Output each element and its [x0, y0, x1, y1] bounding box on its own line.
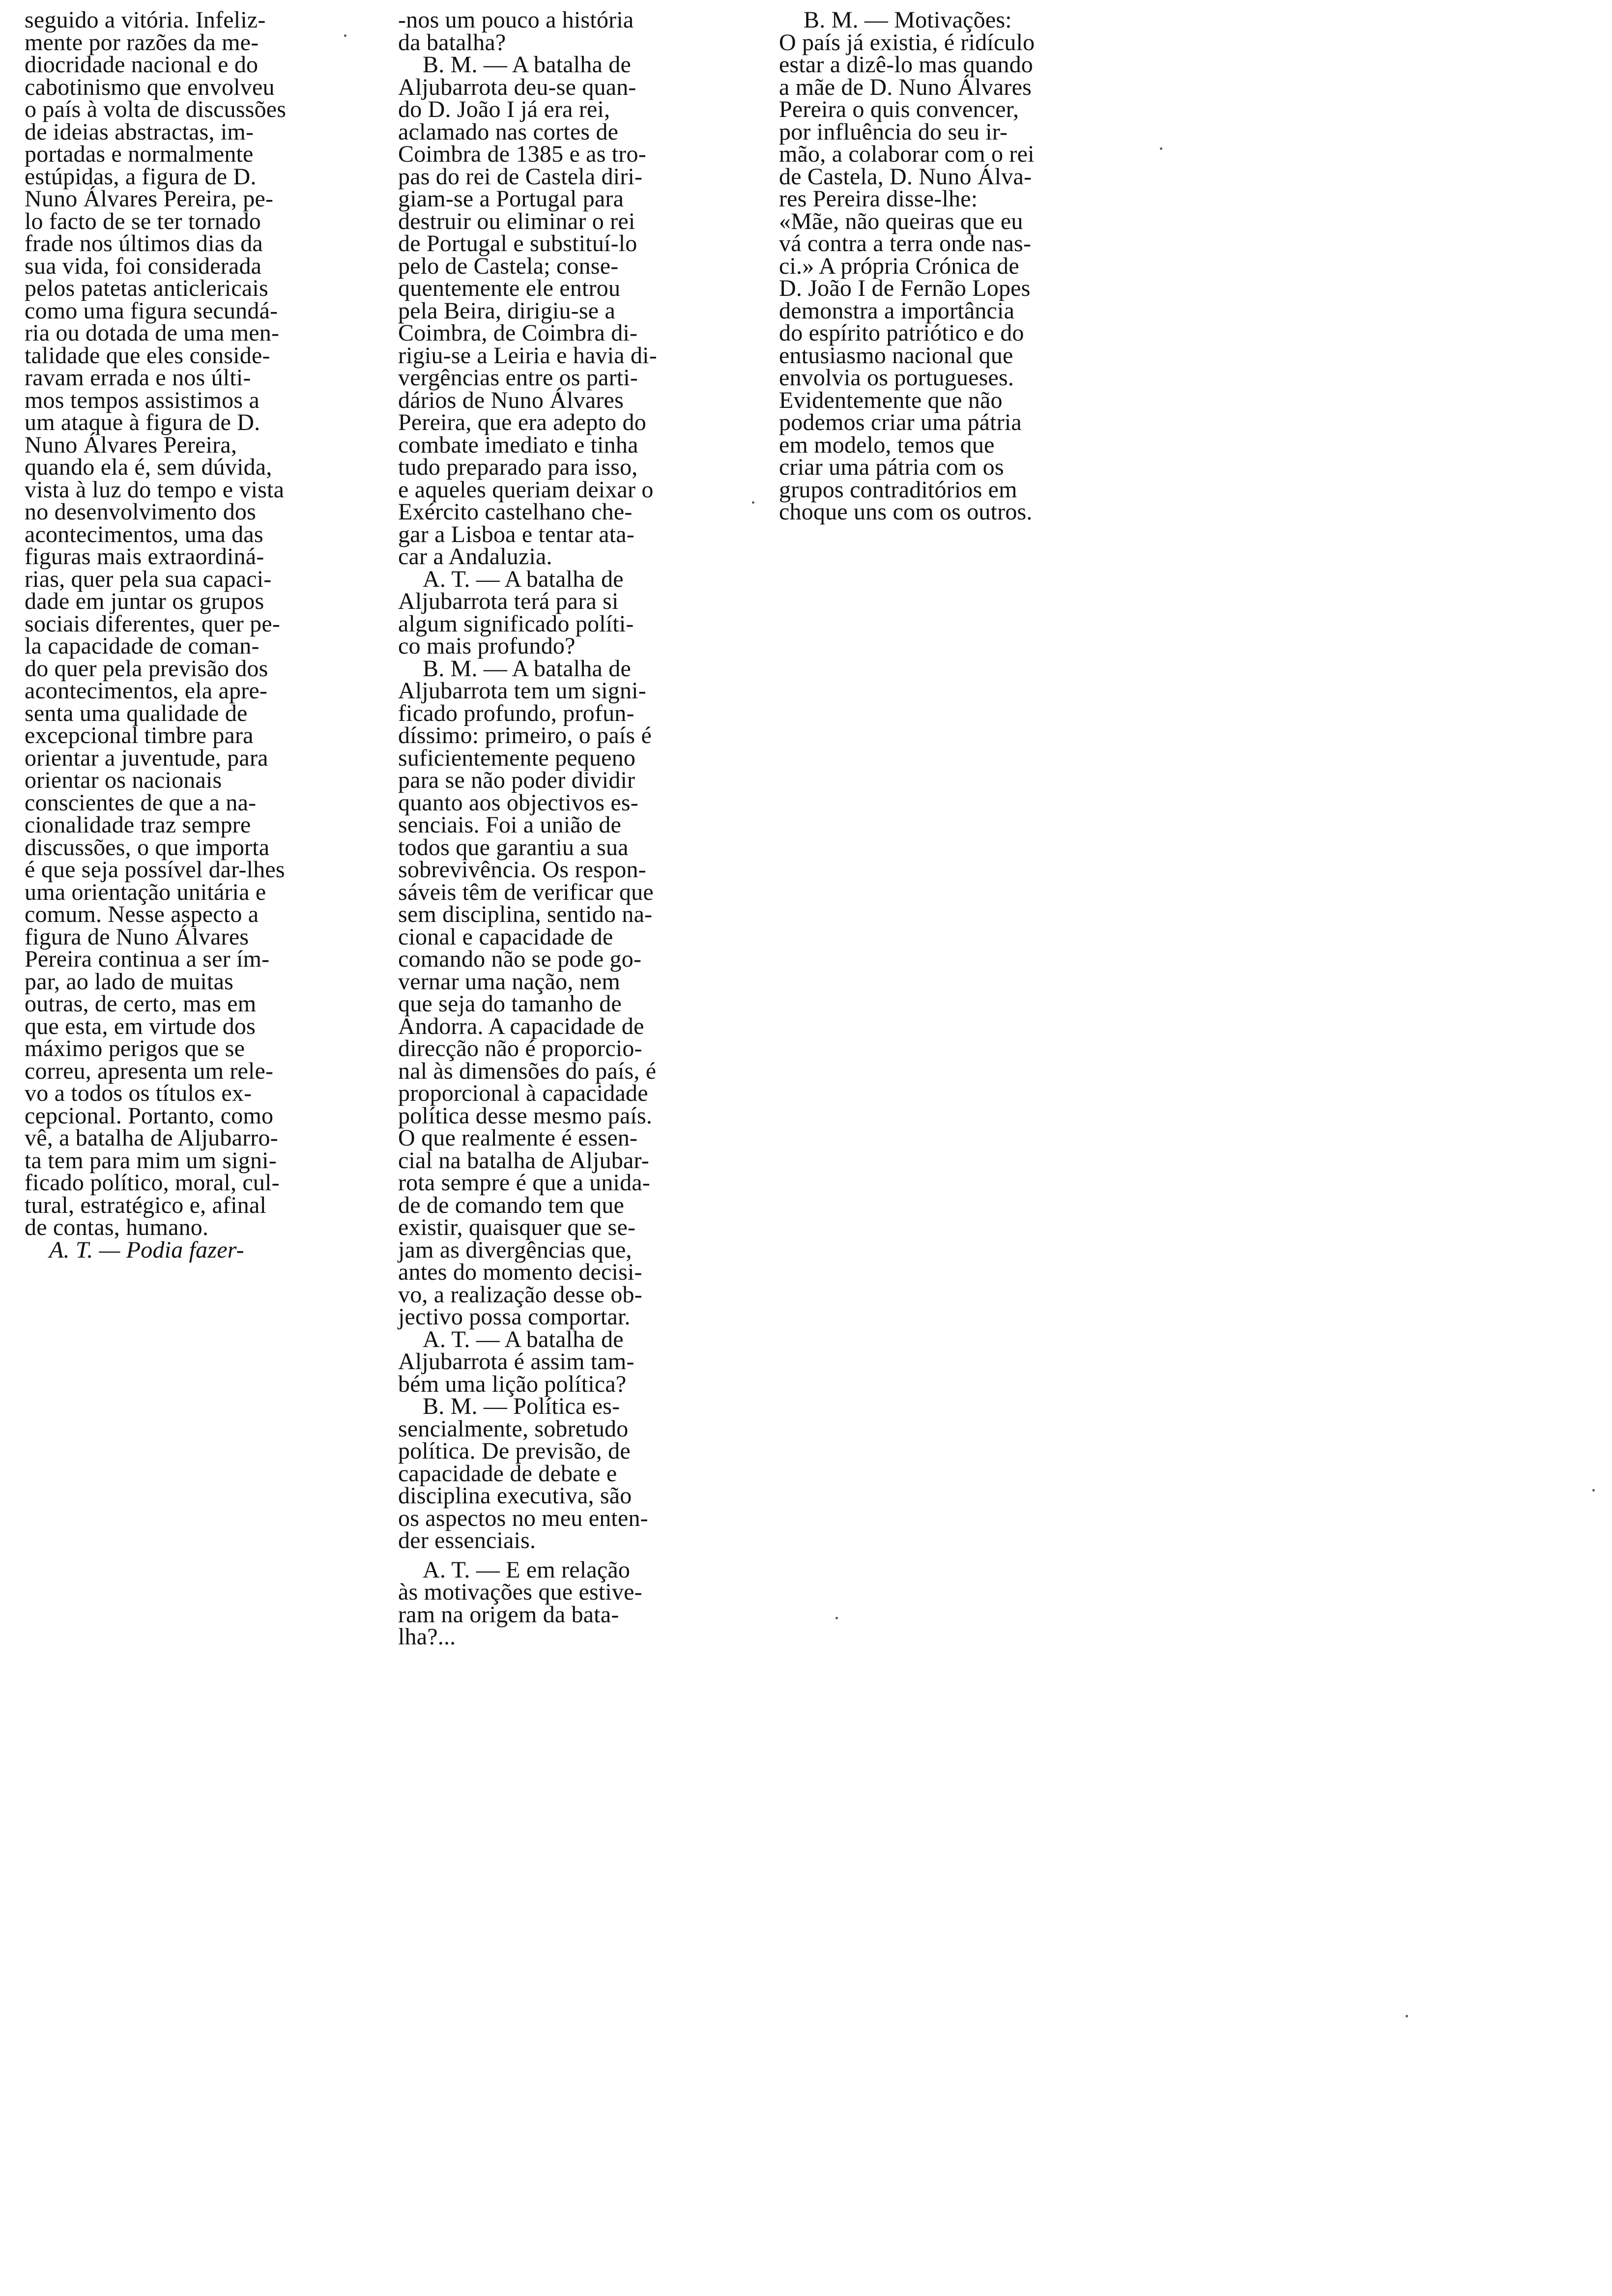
text-line: criar uma pátria com os — [779, 454, 1004, 480]
text-line: Evidentemente que não — [779, 387, 1003, 413]
text-line: Andorra. A capacidade de — [398, 1013, 644, 1039]
text-line: ficado profundo, profun- — [398, 700, 634, 726]
text-line: disciplina executiva, são — [398, 1483, 632, 1509]
text-line: jam as divergências que, — [398, 1236, 632, 1263]
text-line: Nuno Álvares Pereira, pe- — [25, 186, 274, 212]
scan-speck — [752, 501, 754, 504]
text-line: Coimbra de 1385 e as tro- — [398, 141, 646, 167]
speaker-line: B. M. — A batalha de — [423, 655, 631, 682]
speaker-line: B. M. — A batalha de — [423, 52, 631, 78]
text-line: dários de Nuno Álvares — [398, 387, 624, 413]
text-line: do espírito patriótico e do — [779, 320, 1024, 346]
speaker-line: B. M. — Motivações: — [804, 7, 1012, 33]
text-line: quanto aos objectivos es- — [398, 789, 638, 816]
text-line: do D. João I já era rei, — [398, 96, 610, 122]
text-line: cabotinismo que envolveu — [25, 74, 275, 100]
text-line: bém uma lição política? — [398, 1371, 627, 1397]
text-line: um ataque à figura de D. — [25, 409, 260, 435]
text-line: a mãe de D. Nuno Álvares — [779, 74, 1032, 100]
text-line: é que seja possível dar-lhes — [25, 857, 285, 883]
text-line: «Mãe, não queiras que eu — [779, 208, 1023, 234]
text-line: de contas, humano. — [25, 1214, 209, 1240]
text-line: diocridade nacional e do — [25, 52, 259, 78]
text-line: ficado político, moral, cul- — [25, 1170, 280, 1196]
speaker-line: B. M. — Política es- — [423, 1393, 620, 1419]
text-line: estar a dizê-lo mas quando — [779, 52, 1034, 78]
text-line: podemos criar uma pátria — [779, 409, 1022, 435]
text-line: de ideias abstractas, im- — [25, 118, 254, 145]
text-line: Nuno Álvares Pereira, — [25, 431, 237, 458]
text-line: direcção não é proporcio- — [398, 1035, 642, 1062]
text-line: nal às dimensões do país, é — [398, 1058, 657, 1084]
text-line: lha?... — [398, 1624, 456, 1650]
text-line: la capacidade de coman- — [25, 633, 259, 659]
scan-speck — [1406, 2015, 1408, 2017]
text-line: aclamado nas cortes de — [398, 118, 619, 145]
text-line: pela Beira, dirigiu-se a — [398, 297, 615, 324]
text-line: comando não se pode go- — [398, 946, 642, 972]
text-line: às motivações que estive- — [398, 1579, 642, 1605]
text-line: entusiasmo nacional que — [779, 342, 1013, 369]
text-line: frade nos últimos dias da — [25, 230, 263, 257]
text-line: sua vida, foi considerada — [25, 253, 262, 279]
text-line: todos que garantiu a sua — [398, 834, 629, 861]
text-line: cionalidade traz sempre — [25, 812, 251, 838]
text-line: tural, estratégico e, afinal — [25, 1192, 267, 1218]
text-line: Pereira, que era adepto do — [398, 409, 646, 435]
text-line: vá contra a terra onde nas- — [779, 230, 1032, 257]
text-line: uma orientação unitária e — [25, 879, 266, 905]
text-line: para se não poder dividir — [398, 767, 635, 793]
text-line: O país já existia, é ridículo — [779, 29, 1035, 56]
text-line: da batalha? — [398, 29, 506, 56]
text-line: ravam errada e nos últi- — [25, 365, 251, 391]
text-line: quando ela é, sem dúvida, — [25, 454, 272, 480]
text-line: que seja do tamanho de — [398, 991, 622, 1017]
text-line: política. De previsão, de — [398, 1438, 631, 1464]
text-line: no desenvolvimento dos — [25, 499, 257, 525]
text-line: par, ao lado de muitas — [25, 968, 234, 995]
text-line: política desse mesmo país. — [398, 1102, 653, 1129]
text-line: talidade que eles conside- — [25, 342, 270, 369]
text-line: díssimo: primeiro, o país é — [398, 722, 652, 748]
text-line: existir, quaisquer que se- — [398, 1214, 636, 1240]
text-line: os aspectos no meu enten- — [398, 1505, 648, 1531]
text-line: senta uma qualidade de — [25, 700, 248, 726]
text-line: D. João I de Fernão Lopes — [779, 275, 1031, 301]
text-line: vernar uma nação, nem — [398, 968, 620, 995]
text-line: de Castela, D. Nuno Álva- — [779, 163, 1032, 190]
text-line: senciais. Foi a união de — [398, 812, 622, 838]
text-line: -nos um pouco a história — [398, 7, 634, 33]
scan-speck — [344, 34, 346, 37]
text-line: figura de Nuno Álvares — [25, 923, 249, 950]
text-line: lo facto de se ter tornado — [25, 208, 261, 234]
text-line: choque uns com os outros. — [779, 499, 1033, 525]
text-line: jectivo possa comportar. — [398, 1304, 631, 1330]
text-line: rias, quer pela sua capaci- — [25, 566, 272, 592]
text-line: co mais profundo? — [398, 633, 576, 659]
text-line: vergências entre os parti- — [398, 365, 638, 391]
article-column-2 — [398, 9, 718, 1648]
text-line: suficientemente pequeno — [398, 745, 636, 771]
text-line: e aqueles queriam deixar o — [398, 476, 654, 503]
text-line: der essenciais. — [398, 1527, 536, 1553]
text-line: sencialmente, sobretudo — [398, 1415, 629, 1442]
text-line: em modelo, temos que — [779, 431, 995, 458]
text-line: ci.» A própria Crónica de — [779, 253, 1019, 279]
text-line: vo a todos os títulos ex- — [25, 1080, 252, 1106]
text-line: rota sempre é que a unida- — [398, 1170, 650, 1196]
text-line: rigiu-se a Leiria e havia di- — [398, 342, 657, 369]
text-line: dade em juntar os grupos — [25, 588, 264, 614]
text-line: demonstra a importância — [779, 297, 1015, 324]
text-line: do quer pela previsão dos — [25, 655, 268, 682]
scan-speck — [1160, 147, 1162, 150]
text-line: algum significado políti- — [398, 610, 634, 637]
text-line: orientar os nacionais — [25, 767, 222, 793]
text-line: proporcional à capacidade — [398, 1080, 648, 1106]
text-line: grupos contraditórios em — [779, 476, 1017, 503]
text-line: giam-se a Portugal para — [398, 186, 624, 212]
text-line: excepcional timbre para — [25, 722, 254, 748]
text-line: gar a Lisboa e tentar ata- — [398, 521, 634, 547]
interviewer-line: A. T. — A batalha de — [423, 1326, 624, 1352]
interviewer-line: A. T. — E em relação — [423, 1556, 631, 1583]
text-line: vo, a realização desse ob- — [398, 1281, 642, 1308]
text-line: como uma figura secundá- — [25, 297, 278, 324]
text-line: Aljubarrota deu-se quan- — [398, 74, 636, 100]
text-line: figuras mais extraordiná- — [25, 544, 264, 570]
text-line: destruir ou eliminar o rei — [398, 208, 635, 234]
text-line: acontecimentos, uma das — [25, 521, 263, 547]
text-line: Coimbra, de Coimbra di- — [398, 320, 638, 346]
text-line: Aljubarrota é assim tam- — [398, 1349, 634, 1375]
text-line: ta tem para mim um signi- — [25, 1147, 277, 1174]
text-line: comum. Nesse aspecto a — [25, 901, 259, 927]
text-line: mos tempos assistimos a — [25, 387, 259, 413]
article-column-3 — [779, 9, 1123, 523]
text-line: cial na batalha de Aljubar- — [398, 1147, 649, 1174]
text-line: O que realmente é essen- — [398, 1125, 638, 1151]
text-line: pelo de Castela; conse- — [398, 253, 619, 279]
text-line: capacidade de debate e — [398, 1460, 617, 1487]
text-line: cepcional. Portanto, como — [25, 1102, 274, 1129]
text-line: ria ou dotada de uma men- — [25, 320, 280, 346]
text-line: sáveis têm de verificar que — [398, 879, 654, 905]
article-column-1 — [25, 9, 329, 1261]
text-line: o país à volta de discussões — [25, 96, 287, 122]
text-line: tudo preparado para isso, — [398, 454, 638, 480]
interviewer-line: A. T. — Podia fazer- — [49, 1236, 244, 1263]
text-line: orientar a juventude, para — [25, 745, 268, 771]
text-line: outras, de certo, mas em — [25, 991, 257, 1017]
text-line: seguido a vitória. Infeliz- — [25, 7, 266, 33]
text-line: Aljubarrota terá para si — [398, 588, 619, 614]
scan-speck — [835, 1617, 838, 1619]
text-line: de Portugal e substituí-lo — [398, 230, 637, 257]
text-line: Pereira o quis convencer, — [779, 96, 1019, 122]
interviewer-line: A. T. — A batalha de — [423, 566, 624, 592]
text-line: Exército castelhano che- — [398, 499, 633, 525]
text-line: estúpidas, a figura de D. — [25, 163, 257, 190]
text-line: quentemente ele entrou — [398, 275, 621, 301]
text-line: Pereira continua a ser ím- — [25, 946, 270, 972]
text-line: por influência do seu ir- — [779, 118, 1008, 145]
text-line: Aljubarrota tem um signi- — [398, 678, 646, 704]
text-line: car a Andaluzia. — [398, 544, 552, 570]
text-line: de de comando tem que — [398, 1192, 625, 1218]
text-line: discussões, o que importa — [25, 834, 270, 861]
text-line: res Pereira disse-lhe: — [779, 186, 978, 212]
text-line: acontecimentos, ela apre- — [25, 678, 268, 704]
text-line: que esta, em virtude dos — [25, 1013, 256, 1039]
text-line: vê, a batalha de Aljubarro- — [25, 1125, 278, 1151]
text-line: ram na origem da bata- — [398, 1601, 619, 1628]
text-line: correu, apresenta um rele- — [25, 1058, 274, 1084]
text-line: pelos patetas anticlericais — [25, 275, 268, 301]
text-line: pas do rei de Castela diri- — [398, 163, 643, 190]
text-line: conscientes de que a na- — [25, 789, 257, 816]
text-line: sociais diferentes, quer pe- — [25, 610, 281, 637]
text-line: envolvia os portugueses. — [779, 365, 1014, 391]
text-line: mente por razões da me- — [25, 29, 259, 56]
text-line: vista à luz do tempo e vista — [25, 476, 285, 503]
scan-speck — [1592, 1489, 1595, 1492]
text-line: portadas e normalmente — [25, 141, 254, 167]
text-line: máximo perigos que se — [25, 1035, 245, 1062]
text-line: sobrevivência. Os respon- — [398, 857, 646, 883]
text-line: antes do momento decisi- — [398, 1259, 642, 1285]
text-line: combate imediato e tinha — [398, 431, 638, 458]
text-line: cional e capacidade de — [398, 923, 613, 950]
text-line: sem disciplina, sentido na- — [398, 901, 653, 927]
text-line: mão, a colaborar com o rei — [779, 141, 1035, 167]
